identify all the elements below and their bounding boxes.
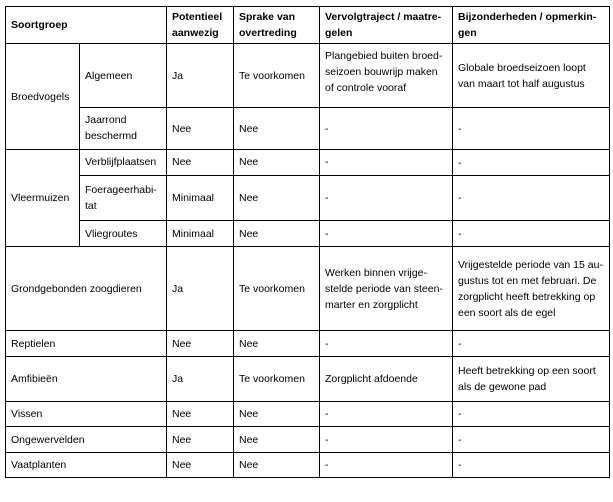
cell-potentieel: Nee (167, 402, 234, 427)
header-soortgroep: Soortgroep (6, 7, 167, 44)
sub-jaarrond: Jaarrond beschermd (80, 108, 167, 150)
cell-sprake: Nee (234, 221, 320, 247)
table-row (6, 453, 610, 478)
cell-bijzonder: - (453, 453, 610, 478)
table-row (6, 427, 610, 453)
cell-vervolg: - (320, 427, 453, 453)
sub-algemeen: Algemeen (80, 44, 167, 108)
cell-bijzonder: Heeft betrekking op een soort als de gewone pad (453, 357, 610, 402)
cell-sprake: Te voorkomen (234, 357, 320, 402)
cell-potentieel: Ja (167, 44, 234, 108)
cell-potentieel: Minimaal (167, 221, 234, 247)
table-row (6, 44, 610, 108)
header-bijzonder: Bijzonderheden / opmerkin-gen (453, 7, 610, 44)
table-row (6, 331, 610, 357)
cell-bijzonder: - (453, 150, 610, 176)
group-amfibieen: Amfibieën (6, 357, 167, 402)
cell-vervolg: Plangebied buiten broed-seizoen bouwrijp maken of controle vooraf (320, 44, 453, 108)
cell-sprake: Nee (234, 402, 320, 427)
cell-vervolg: - (320, 402, 453, 427)
group-broedvogels: Broedvogels (6, 44, 80, 150)
cell-vervolg: - (320, 331, 453, 357)
table-row (6, 150, 610, 176)
cell-vervolg: - (320, 221, 453, 247)
sub-verblijf: Verblijfplaatsen (80, 150, 167, 176)
header-row (6, 7, 610, 44)
cell-vervolg: - (320, 150, 453, 176)
group-vaatplanten: Vaatplanten (6, 453, 167, 478)
table-row (6, 357, 610, 402)
cell-vervolg: Werken binnen vrijge-stelde periode van steen-marter en zorgplicht (320, 247, 453, 331)
cell-potentieel: Nee (167, 331, 234, 357)
cell-bijzonder: - (453, 108, 610, 150)
group-grondgebonden: Grondgebonden zoogdieren (6, 247, 167, 331)
cell-potentieel: Ja (167, 357, 234, 402)
sub-foerageer: Foerageerhabi-tat (80, 176, 167, 221)
cell-sprake: Te voorkomen (234, 44, 320, 108)
cell-potentieel: Nee (167, 453, 234, 478)
group-ongewervelden: Ongewervelden (6, 427, 167, 453)
cell-vervolg: Zorgplicht afdoende (320, 357, 453, 402)
header-vervolg: Vervolgtraject / maatre-gelen (320, 7, 453, 44)
cell-sprake: Nee (234, 108, 320, 150)
cell-bijzonder: Globale broedseizoen loopt van maart tot half augustus (453, 44, 610, 108)
table-row (6, 221, 610, 247)
cell-potentieel: Minimaal (167, 176, 234, 221)
cell-vervolg: - (320, 453, 453, 478)
cell-potentieel: Ja (167, 247, 234, 331)
group-reptielen: Reptielen (6, 331, 167, 357)
header-sprake: Sprake van overtreding (234, 7, 320, 44)
cell-sprake: Nee (234, 427, 320, 453)
cell-potentieel: Nee (167, 108, 234, 150)
cell-sprake: Nee (234, 150, 320, 176)
species-table (5, 6, 610, 478)
cell-bijzonder: Vrijgestelde periode van 15 au-gustus tot en met februari. De zorgplicht heeft betrekking op een soort als de egel (453, 247, 610, 331)
table-row (6, 247, 610, 331)
cell-bijzonder: - (453, 221, 610, 247)
cell-sprake: Nee (234, 176, 320, 221)
cell-potentieel: Nee (167, 150, 234, 176)
header-potentieel: Potentieel aanwezig (167, 7, 234, 44)
cell-bijzonder: - (453, 331, 610, 357)
table-row (6, 176, 610, 221)
table-row (6, 402, 610, 427)
cell-vervolg: - (320, 176, 453, 221)
cell-vervolg: - (320, 108, 453, 150)
cell-bijzonder: - (453, 402, 610, 427)
cell-sprake: Te voorkomen (234, 247, 320, 331)
cell-bijzonder: - (453, 427, 610, 453)
cell-sprake: Nee (234, 453, 320, 478)
sub-vlieg: Vliegroutes (80, 221, 167, 247)
table-row (6, 108, 610, 150)
cell-sprake: Nee (234, 331, 320, 357)
cell-potentieel: Nee (167, 427, 234, 453)
cell-bijzonder: - (453, 176, 610, 221)
group-vleermuizen: Vleermuizen (6, 150, 80, 247)
group-vissen: Vissen (6, 402, 167, 427)
